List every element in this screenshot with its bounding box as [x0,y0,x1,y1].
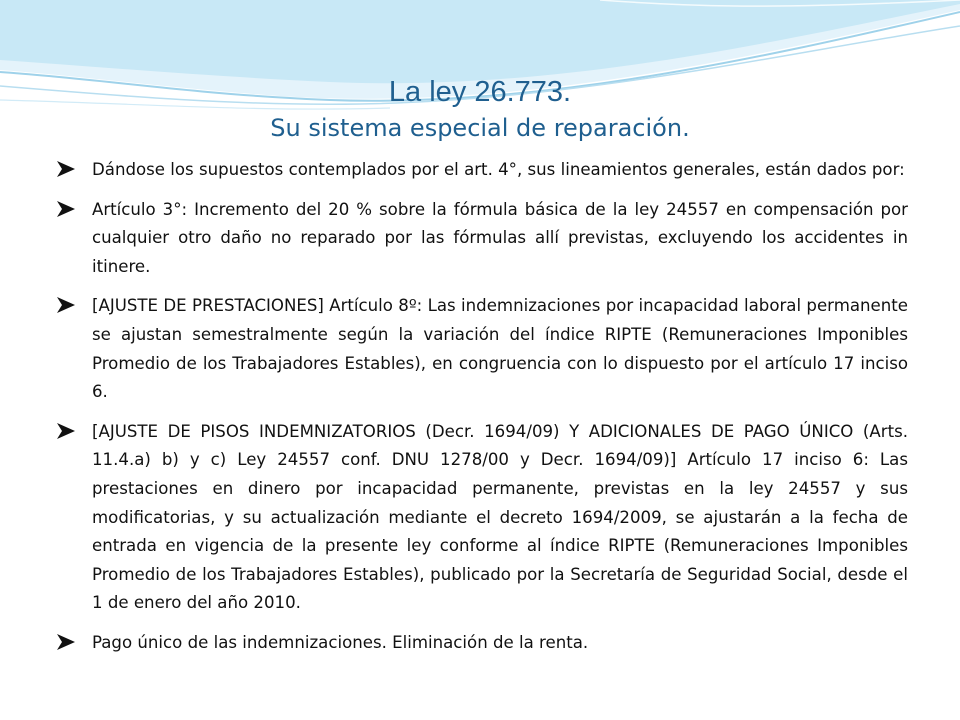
arrowhead-bullet-icon [56,418,92,444]
list-item [56,196,908,282]
arrowhead-bullet-icon [56,196,92,222]
arrowhead-bullet-icon [56,629,92,655]
slide-title: La ley 26.773. [388,76,572,108]
list-item [56,629,908,658]
list-item [56,156,908,185]
arrowhead-bullet-icon [56,156,92,182]
bullet-list [56,156,908,669]
bullet-text: [AJUSTE DE PRESTACIONES] Artículo 8º: Las indemnizaciones por incapacidad laboral permanente se ajustan semestralmente según la variación del índice RIPTE (Remuneraciones Imponibles Promedio de los Trabajadores Estables), en congruencia con lo dispuesto por el artículo 17 inciso 6. [92,296,908,402]
arrowhead-bullet-icon [56,292,92,318]
bullet-text: Artículo 3°: Incremento del 20 % sobre la fórmula básica de la ley 24557 en compensación por cualquier otro daño no reparado por las fórmulas allí previstas, excluyendo los accidentes in itinere. [92,199,908,276]
bullet-text: Pago único de las indemnizaciones. Eliminación de la renta. [92,632,589,652]
slide-subtitle: Su sistema especial de reparación. [270,114,690,142]
bullet-text: [AJUSTE DE PISOS INDEMNIZATORIOS (Decr. 1694/09) Y ADICIONALES DE PAGO ÚNICO (Arts. 11.4.a) b) y c) Ley 24557 conf. DNU 1278/00 y Decr. 1694/09)] Artículo 17 inciso 6: Las prestaciones en dinero por incapacidad permanente, previstas en la ley 24557 y sus modificatorias, y su actualización mediante el decreto 1694/2009, se ajustarán a la fecha de entrada en vigencia de la presente ley conforme al índice RIPTE (Remuneraciones Imponibles Promedio de los Trabajadores Estables), publicado por la Secretaría de Seguridad Social, desde el 1 de enero del año 2010. [92,421,908,613]
list-item [56,418,908,618]
list-item [56,292,908,406]
bullet-text: Dándose los supuestos contemplados por el art. 4°, sus lineamientos generales, están dados por: [92,160,905,179]
